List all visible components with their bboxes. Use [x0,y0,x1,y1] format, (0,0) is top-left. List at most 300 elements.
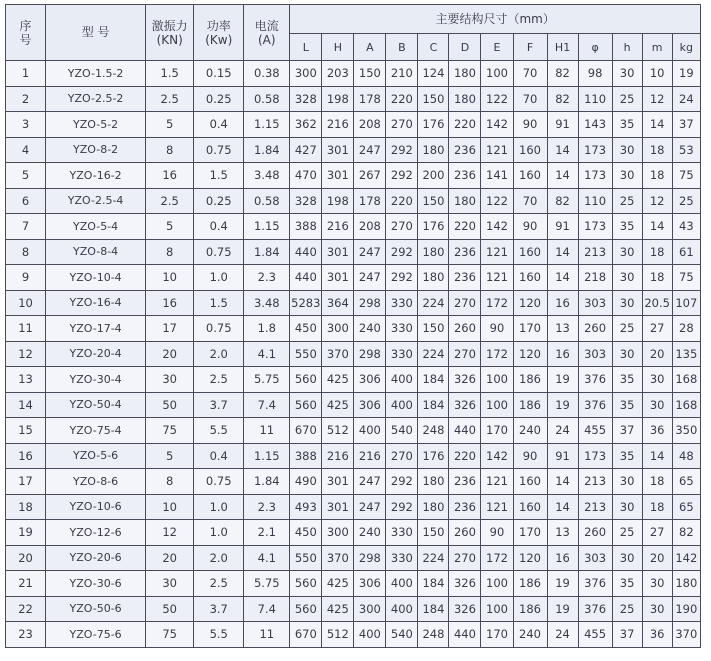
table-cell: 216 [322,112,354,138]
table-cell: 216 [354,443,386,469]
table-cell: 376 [578,392,612,418]
table-cell: 150 [418,520,449,546]
table-cell: 362 [290,112,322,138]
table-cell: 248 [418,622,449,648]
table-cell: 240 [354,316,386,342]
table-cell: 560 [290,367,322,393]
table-cell: 2.0 [194,545,244,571]
table-cell: 208 [354,112,386,138]
table-cell: 142 [481,112,513,138]
table-cell: 400 [354,418,386,444]
table-cell: 122 [481,188,513,214]
table-cell: 16 [146,290,194,316]
header-dim-7: F [513,34,547,61]
table-cell: 14 [547,163,578,189]
table-cell: 150 [418,188,449,214]
table-cell: 300 [354,596,386,622]
table-cell: 247 [354,469,386,495]
table-cell: 75 [146,418,194,444]
cell-no: 19 [6,520,46,546]
table-cell: 1.15 [244,214,290,240]
table-cell: 292 [386,137,418,163]
table-cell: 20 [642,545,672,571]
table-row [6,469,701,495]
header-current: 电流 (A) [244,5,290,61]
cell-model: YZO-50-6 [46,596,146,622]
table-cell: 260 [449,520,481,546]
table-cell: 172 [481,290,513,316]
table-cell: 213 [578,239,612,265]
table-cell: 8 [146,469,194,495]
table-row [6,239,701,265]
table-cell: 18 [642,494,672,520]
cell-no: 18 [6,494,46,520]
table-cell: 176 [418,443,449,469]
table-cell: 98 [578,61,612,87]
table-cell: 1.15 [244,443,290,469]
table-cell: 12 [642,188,672,214]
table-row [6,188,701,214]
table-cell: 270 [449,545,481,571]
table-cell: 3.7 [194,392,244,418]
table-cell: 107 [672,290,700,316]
table-cell: 270 [386,112,418,138]
table-cell: 24 [547,622,578,648]
table-cell: 224 [418,545,449,571]
header-dim-11: m [642,34,672,61]
table-cell: 176 [418,214,449,240]
table-cell: 427 [290,137,322,163]
table-cell: 20.5 [642,290,672,316]
table-cell: 490 [290,469,322,495]
table-cell: 35 [612,392,642,418]
table-cell: 8 [146,239,194,265]
table-row [6,214,701,240]
table-cell: 560 [290,596,322,622]
table-cell: 178 [354,86,386,112]
cell-no: 14 [6,392,46,418]
header-power: 功率 (Kw) [194,5,244,61]
table-cell: 5.5 [194,418,244,444]
table-cell: 180 [449,86,481,112]
table-cell: 35 [612,571,642,597]
table-cell: 30 [642,392,672,418]
table-cell: 180 [672,571,700,597]
table-cell: 450 [290,520,322,546]
table-cell: 14 [642,443,672,469]
cell-no: 23 [6,622,46,648]
cell-no: 21 [6,571,46,597]
table-cell: 27 [642,520,672,546]
table-cell: 7.4 [244,596,290,622]
table-cell: 298 [354,341,386,367]
table-cell: 5 [146,443,194,469]
table-cell: 184 [418,596,449,622]
table-cell: 260 [578,520,612,546]
table-cell: 1.8 [244,316,290,342]
table-cell: 200 [418,163,449,189]
table-cell: 11 [244,418,290,444]
table-cell: 17 [146,316,194,342]
table-cell: 440 [449,622,481,648]
table-row [6,545,701,571]
cell-model: YZO-30-4 [46,367,146,393]
table-cell: 1.84 [244,137,290,163]
table-cell: 160 [513,239,547,265]
table-cell: 330 [386,290,418,316]
table-cell: 292 [386,239,418,265]
cell-no: 13 [6,367,46,393]
table-cell: 35 [612,367,642,393]
table-cell: 298 [354,290,386,316]
cell-model: YZO-10-4 [46,265,146,291]
table-row [6,418,701,444]
table-cell: 388 [290,214,322,240]
table-cell: 37 [672,112,700,138]
table-cell: 0.4 [194,443,244,469]
table-cell: 16 [146,163,194,189]
table-cell: 27 [642,316,672,342]
table-cell: 170 [513,316,547,342]
table-cell: 260 [449,316,481,342]
table-cell: 303 [578,341,612,367]
table-cell: 4.1 [244,545,290,571]
table-cell: 0.75 [194,137,244,163]
table-cell: 100 [481,571,513,597]
table-cell: 35 [612,112,642,138]
table-cell: 19 [547,596,578,622]
table-cell: 143 [578,112,612,138]
table-cell: 25 [612,316,642,342]
header-dim-6: E [481,34,513,61]
header-dim-0: L [290,34,322,61]
table-cell: 186 [513,571,547,597]
table-cell: 37 [612,622,642,648]
table-cell: 160 [513,265,547,291]
table-cell: 5.75 [244,571,290,597]
table-cell: 370 [322,545,354,571]
table-cell: 142 [481,214,513,240]
table-cell: 512 [322,418,354,444]
table-cell: 122 [481,86,513,112]
table-cell: 142 [481,443,513,469]
table-cell: 18 [642,137,672,163]
table-cell: 670 [290,418,322,444]
table-cell: 150 [418,316,449,342]
table-cell: 91 [547,443,578,469]
cell-no: 16 [6,443,46,469]
table-cell: 1.84 [244,239,290,265]
table-cell: 16 [547,545,578,571]
table-cell: 70 [513,61,547,87]
table-cell: 12 [146,520,194,546]
cell-model: YZO-50-4 [46,392,146,418]
table-cell: 236 [449,137,481,163]
table-cell: 180 [418,494,449,520]
cell-no: 11 [6,316,46,342]
table-cell: 30 [612,469,642,495]
table-cell: 470 [290,163,322,189]
table-cell: 10 [146,265,194,291]
table-cell: 0.25 [194,188,244,214]
cell-no: 4 [6,137,46,163]
table-cell: 75 [672,163,700,189]
table-cell: 30 [612,290,642,316]
table-cell: 70 [513,86,547,112]
table-cell: 2.3 [244,265,290,291]
table-cell: 30 [146,571,194,597]
cell-model: YZO-17-4 [46,316,146,342]
table-cell: 150 [418,86,449,112]
table-cell: 306 [354,392,386,418]
table-cell: 30 [612,239,642,265]
header-dim-10: h [612,34,642,61]
table-cell: 100 [481,61,513,87]
table-cell: 247 [354,494,386,520]
table-body [6,61,701,648]
table-cell: 90 [481,316,513,342]
table-cell: 18 [642,239,672,265]
header-dim-9: φ [578,34,612,61]
cell-model: YZO-16-4 [46,290,146,316]
header-force: 激振力 (KN) [146,5,194,61]
table-cell: 350 [672,418,700,444]
table-cell: 37 [612,418,642,444]
table-cell: 7.4 [244,392,290,418]
table-cell: 91 [547,214,578,240]
cell-model: YZO-8-6 [46,469,146,495]
table-cell: 0.58 [244,188,290,214]
table-cell: 173 [578,214,612,240]
cell-model: YZO-12-6 [46,520,146,546]
table-cell: 25 [612,596,642,622]
table-cell: 2.5 [146,188,194,214]
cell-no: 9 [6,265,46,291]
table-cell: 18 [642,265,672,291]
table-cell: 30 [612,545,642,571]
table-cell: 35 [612,443,642,469]
header-no: 序 号 [6,5,46,61]
table-cell: 180 [418,265,449,291]
table-cell: 236 [449,239,481,265]
table-cell: 176 [418,112,449,138]
table-cell: 170 [513,520,547,546]
table-row [6,265,701,291]
table-cell: 36 [642,622,672,648]
table-cell: 247 [354,137,386,163]
table-cell: 120 [513,290,547,316]
table-cell: 186 [513,392,547,418]
table-cell: 260 [578,316,612,342]
table-cell: 2.5 [194,571,244,597]
cell-no: 5 [6,163,46,189]
table-row [6,520,701,546]
table-cell: 550 [290,545,322,571]
table-cell: 20 [146,545,194,571]
cell-model: YZO-20-6 [46,545,146,571]
header-dimensions-title: 主要结构尺寸（mm） [290,5,701,34]
table-cell: 425 [322,571,354,597]
table-cell: 124 [418,61,449,87]
table-cell: 180 [449,188,481,214]
table-cell: 36 [642,418,672,444]
table-row [6,443,701,469]
cell-no: 20 [6,545,46,571]
table-row [6,137,701,163]
table-cell: 5.75 [244,367,290,393]
cell-no: 10 [6,290,46,316]
table-cell: 300 [290,61,322,87]
table-cell: 25 [612,86,642,112]
table-row [6,290,701,316]
table-cell: 65 [672,469,700,495]
table-cell: 218 [578,265,612,291]
table-cell: 16 [547,290,578,316]
cell-no: 3 [6,112,46,138]
cell-no: 12 [6,341,46,367]
table-row [6,622,701,648]
table-cell: 208 [354,214,386,240]
table-cell: 1.5 [194,163,244,189]
table-cell: 24 [547,418,578,444]
table-cell: 170 [481,622,513,648]
table-cell: 198 [322,86,354,112]
table-cell: 30 [642,571,672,597]
table-cell: 550 [290,341,322,367]
table-cell: 400 [386,571,418,597]
table-cell: 35 [612,214,642,240]
table-cell: 90 [513,443,547,469]
cell-model: YZO-75-4 [46,418,146,444]
table-cell: 0.15 [194,61,244,87]
table-cell: 24 [672,86,700,112]
table-cell: 388 [290,443,322,469]
table-cell: 13 [547,316,578,342]
table-cell: 75 [146,622,194,648]
table-cell: 121 [481,239,513,265]
table-cell: 220 [449,112,481,138]
table-cell: 220 [386,188,418,214]
spec-table-container [5,4,701,648]
table-cell: 172 [481,545,513,571]
table-cell: 2.0 [194,341,244,367]
table-cell: 53 [672,137,700,163]
table-cell: 3.48 [244,163,290,189]
header-dim-5: D [449,34,481,61]
table-cell: 0.25 [194,86,244,112]
table-cell: 376 [578,367,612,393]
table-cell: 160 [513,494,547,520]
table-cell: 330 [386,520,418,546]
table-cell: 247 [354,239,386,265]
table-cell: 180 [418,469,449,495]
table-cell: 10 [642,61,672,87]
table-cell: 19 [547,571,578,597]
table-cell: 376 [578,596,612,622]
table-cell: 173 [578,137,612,163]
table-cell: 178 [354,188,386,214]
table-cell: 440 [290,239,322,265]
table-cell: 170 [481,418,513,444]
header-dim-2: A [354,34,386,61]
table-cell: 50 [146,596,194,622]
cell-model: YZO-5-6 [46,443,146,469]
table-cell: 0.75 [194,239,244,265]
table-cell: 168 [672,392,700,418]
table-cell: 301 [322,494,354,520]
table-cell: 224 [418,341,449,367]
table-cell: 328 [290,86,322,112]
table-cell: 370 [322,341,354,367]
cell-model: YZO-5-4 [46,214,146,240]
cell-model: YZO-2.5-4 [46,188,146,214]
table-cell: 0.4 [194,214,244,240]
cell-no: 15 [6,418,46,444]
table-cell: 82 [547,61,578,87]
table-cell: 540 [386,622,418,648]
table-cell: 50 [146,392,194,418]
table-cell: 216 [322,214,354,240]
table-cell: 400 [386,596,418,622]
table-cell: 30 [612,61,642,87]
table-cell: 19 [672,61,700,87]
table-cell: 30 [612,265,642,291]
table-cell: 160 [513,137,547,163]
table-cell: 14 [547,494,578,520]
table-cell: 16 [547,341,578,367]
table-cell: 301 [322,163,354,189]
cell-no: 2 [6,86,46,112]
table-cell: 173 [578,163,612,189]
table-cell: 184 [418,367,449,393]
table-cell: 1.0 [194,265,244,291]
table-cell: 301 [322,239,354,265]
table-cell: 10 [146,494,194,520]
table-cell: 301 [322,137,354,163]
table-cell: 173 [578,443,612,469]
table-cell: 1.15 [244,112,290,138]
table-cell: 301 [322,469,354,495]
table-cell: 110 [578,188,612,214]
header-dim-3: B [386,34,418,61]
table-cell: 141 [481,163,513,189]
table-cell: 236 [449,163,481,189]
table-cell: 0.4 [194,112,244,138]
header-dim-1: H [322,34,354,61]
header-dim-4: C [418,34,449,61]
table-cell: 292 [386,494,418,520]
table-cell: 292 [386,265,418,291]
table-cell: 160 [513,469,547,495]
table-cell: 198 [322,188,354,214]
table-cell: 560 [290,571,322,597]
cell-no: 1 [6,61,46,87]
table-cell: 121 [481,469,513,495]
table-cell: 19 [547,367,578,393]
table-cell: 100 [481,596,513,622]
table-cell: 30 [642,596,672,622]
table-cell: 25 [612,188,642,214]
cell-model: YZO-8-4 [46,239,146,265]
table-cell: 5.5 [194,622,244,648]
table-cell: 100 [481,392,513,418]
table-cell: 180 [418,239,449,265]
table-row [6,392,701,418]
table-cell: 3.7 [194,596,244,622]
table-cell: 440 [290,265,322,291]
table-cell: 48 [672,443,700,469]
table-cell: 5 [146,214,194,240]
